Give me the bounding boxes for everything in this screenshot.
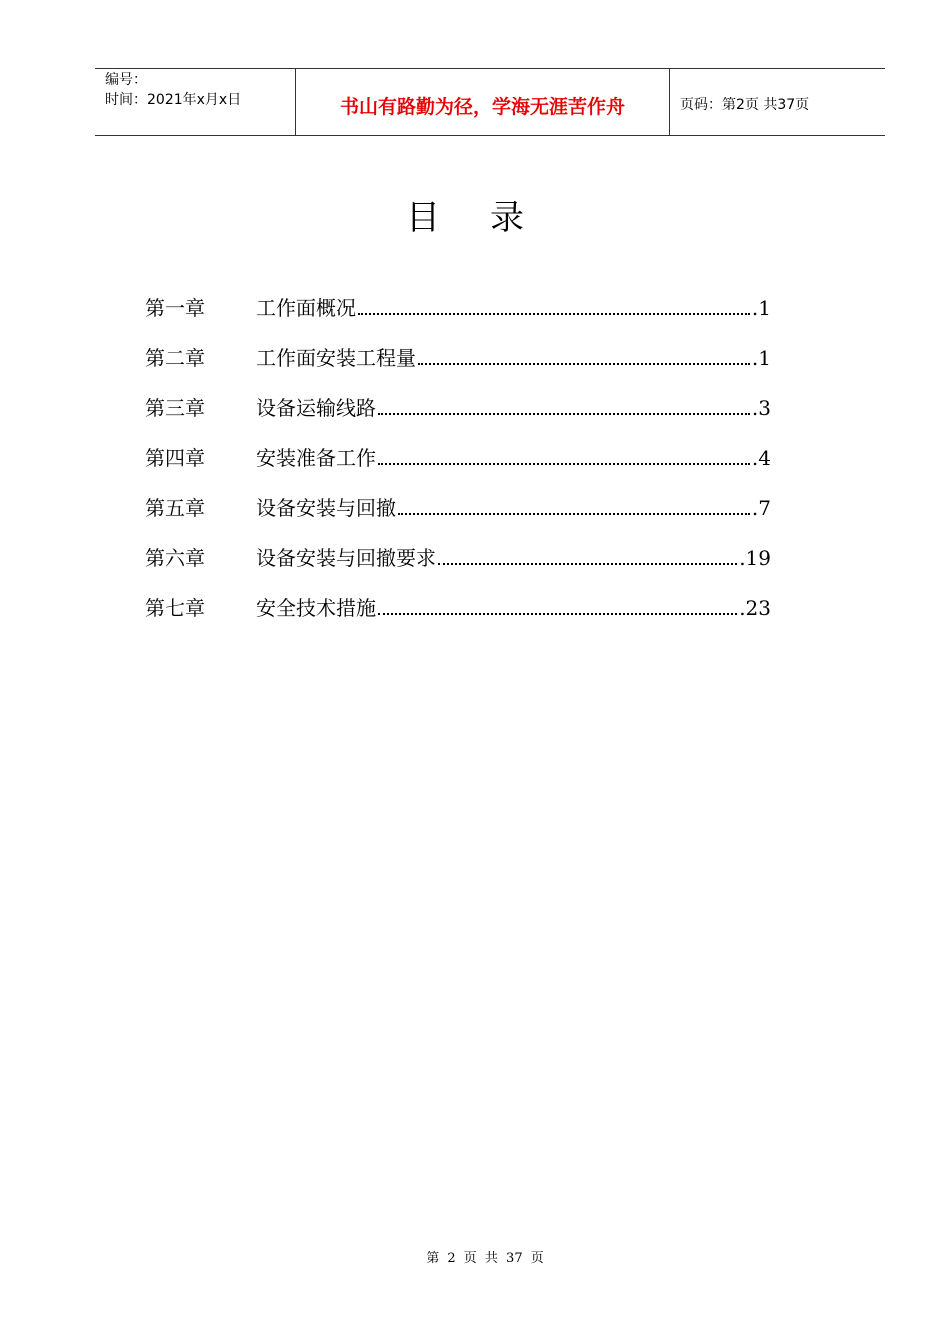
page-header (95, 68, 885, 136)
toc-chapter: 第七章 (145, 596, 205, 620)
toc-page-number: .7 (751, 496, 771, 520)
toc-entry[interactable] (145, 494, 805, 544)
toc-page-number: .4 (751, 446, 771, 470)
header-motto-cell (296, 69, 670, 135)
toc-leader-dots (378, 613, 737, 615)
header-page-code: 页码：第2页 共37页 (680, 97, 810, 113)
toc-chapter: 第二章 (145, 346, 205, 370)
toc-heading: 安全技术措施 (256, 596, 376, 620)
toc-chapter: 第四章 (145, 446, 205, 470)
header-page-cell (670, 69, 885, 135)
header-meta-cell (95, 69, 296, 135)
page-title: 目录 (406, 198, 574, 238)
toc-chapter: 第六章 (145, 546, 205, 570)
toc-page-number: .1 (751, 296, 771, 320)
toc-chapter: 第五章 (145, 496, 205, 520)
toc-heading: 工作面概况 (256, 296, 356, 320)
toc-entry[interactable] (145, 394, 805, 444)
time-label: 时间：2021年x月x日 (105, 92, 242, 108)
toc-leader-dots (378, 463, 750, 465)
toc-chapter: 第三章 (145, 396, 205, 420)
toc-page-number: .19 (739, 546, 771, 570)
toc-leader-dots (358, 313, 750, 315)
page-footer: 第 2 页 共 37 页 (426, 1251, 544, 1266)
toc-leader-dots (418, 363, 750, 365)
toc-page-number: .3 (751, 396, 771, 420)
serial-label: 编号： (105, 72, 147, 88)
table-of-contents (145, 294, 805, 644)
toc-leader-dots (438, 563, 737, 565)
toc-heading: 安装准备工作 (256, 446, 376, 470)
toc-heading: 设备安装与回撤要求 (256, 546, 436, 570)
toc-heading: 设备运输线路 (256, 396, 376, 420)
toc-page-number: .1 (751, 346, 771, 370)
toc-entry[interactable] (145, 344, 805, 394)
toc-chapter: 第一章 (145, 296, 205, 320)
toc-page-number: .23 (739, 596, 771, 620)
toc-entry[interactable] (145, 444, 805, 494)
toc-entry[interactable] (145, 594, 805, 644)
toc-entry[interactable] (145, 294, 805, 344)
toc-leader-dots (378, 413, 750, 415)
toc-heading: 工作面安装工程量 (256, 346, 416, 370)
toc-entry[interactable] (145, 544, 805, 594)
header-motto: 书山有路勤为径，学海无涯苦作舟 (339, 96, 625, 118)
toc-leader-dots (398, 513, 750, 515)
toc-heading: 设备安装与回撤 (256, 496, 396, 520)
